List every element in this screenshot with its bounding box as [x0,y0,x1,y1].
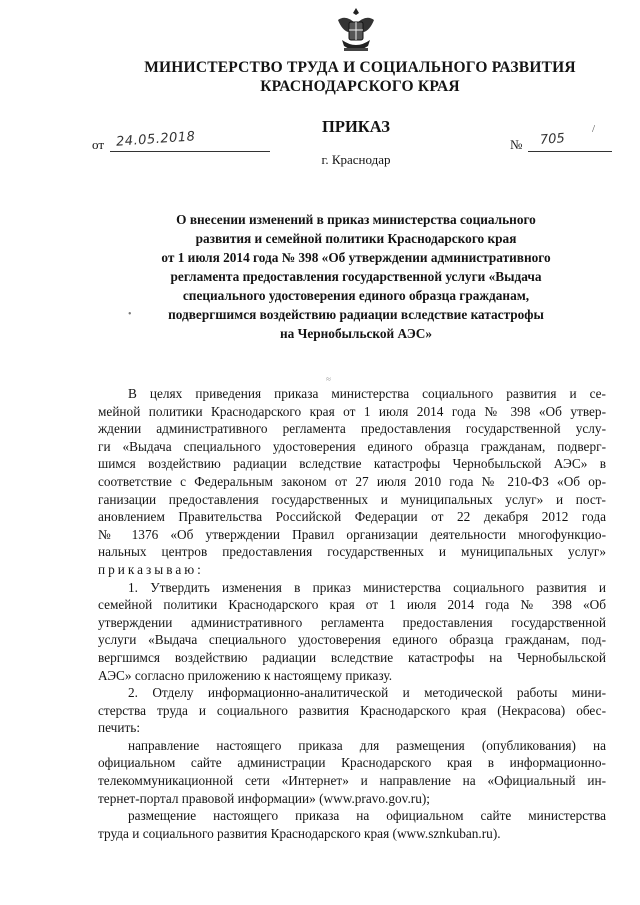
ministry-name-line2: КРАСНОДАРСКОГО КРАЯ [260,78,460,95]
scan-smudge: ≈ [326,374,331,384]
text-line: официальном сайте администрации Краснодарского края в информационно- [98,755,606,771]
date-underline [110,151,270,152]
text-line: телекоммуникационной сети «Интернет» и направление на «Официальный ин- [98,773,606,789]
number-underline [528,151,612,152]
city: г. Краснодар [321,152,391,167]
text-line: шимся воздействию радиации вследствие катастрофы Чернобыльской АЭС» в [98,456,606,472]
text-line: утверждении административного регламента предоставления государственной [98,614,606,630]
order-word: приказываю: [98,561,204,577]
subject-line: О внесении изменений в приказ министерства социального [176,212,536,227]
text-line: мейной политики Краснодарского края от 1 июля 2014 года № 398 «Об утвер- [98,403,606,419]
preamble-paragraph [98,385,606,579]
document-type: ПРИКАЗ [322,117,390,136]
ministry-name [100,58,620,96]
order-subject-title [106,210,606,343]
item-2b-paragraph [98,807,606,842]
subject-line: от 1 июля 2014 года № 398 «Об утверждении административного [161,250,551,265]
text-line: ждении административного регламента предоставления государственной услу- [98,421,606,437]
date-label: от [92,137,105,152]
text-line: В целях приведения приказа министерства социального развития и се- [128,386,606,401]
ministry-name-line1: МИНИСТЕРСТВО ТРУДА И СОЦИАЛЬНОГО РАЗВИТИЯ [144,59,576,76]
text-line: услуги «Выдача специального удостоверения единого образца гражданам, под- [98,632,606,648]
text-line: вергшимся воздействию радиации вследствие катастрофы на Чернобыльской [98,649,606,665]
item-1-paragraph [98,579,606,685]
text-line: труда и социального развития Краснодарского края (www.sznkuban.ru). [98,825,501,841]
text-line: печить: [98,720,141,736]
text-line: направление настоящего приказа для размещения (опубликования) на [128,737,606,753]
text-line: АЭС» согласно приложению к настоящему приказу. [98,667,393,683]
text-line: ги «Выдача специального удостоверения единого образца гражданам, подверг- [98,438,606,454]
subject-line: подвергшимся воздействию радиации вследствие катастрофы [168,307,544,322]
subject-line: специального удостоверения единого образца гражданам, [182,288,530,303]
subject-line: развития и семейной политики Краснодарского края [195,231,517,246]
text-line: семейной политики Краснодарского края от 1 июля 2014 года № 398 «Об [98,597,606,613]
text-line: соответствие с Федеральным законом от 27 июля 2010 года № 210-ФЗ «Об ор- [98,473,606,489]
pen-mark: / [592,123,596,135]
text-line: 1. Утвердить изменения в приказ министерства социального развития и [128,579,606,595]
handwritten-number: 705 [539,131,566,148]
text-line: ановлением Правительства Российской Федерации от 22 декабря 2012 года [98,509,606,525]
handwritten-date: 24.05.2018 [115,129,196,150]
text-line: стерства труда и социального развития Краснодарского края (Некрасова) обес- [98,702,606,718]
text-line: ганизации предоставления государственных и муниципальных услуг» и пост- [98,491,606,507]
text-line: № 1376 «Об утверждении Правил организации деятельности многофункцио- [98,526,606,542]
subject-line: на Чернобыльской АЭС» [279,326,433,341]
subject-line: регламента предоставления государственной услуги «Выдача [170,269,542,284]
order-body [98,385,606,842]
number-label: № [510,137,523,152]
text-line: размещение настоящего приказа на официальном сайте министерства [128,808,606,824]
scan-speck: • [128,309,132,320]
text-line: 2. Отделу информационно-аналитической и методической работы мини- [128,685,606,701]
item-2-paragraph [98,684,606,737]
text-line: нальных центров предоставления государственных и муниципальных услуг» [98,544,606,560]
text-line: тернет-портал правовой информации» (www.pravo.gov.ru); [98,790,430,806]
coat-of-arms-emblem [334,6,378,56]
item-2a-paragraph [98,737,606,807]
